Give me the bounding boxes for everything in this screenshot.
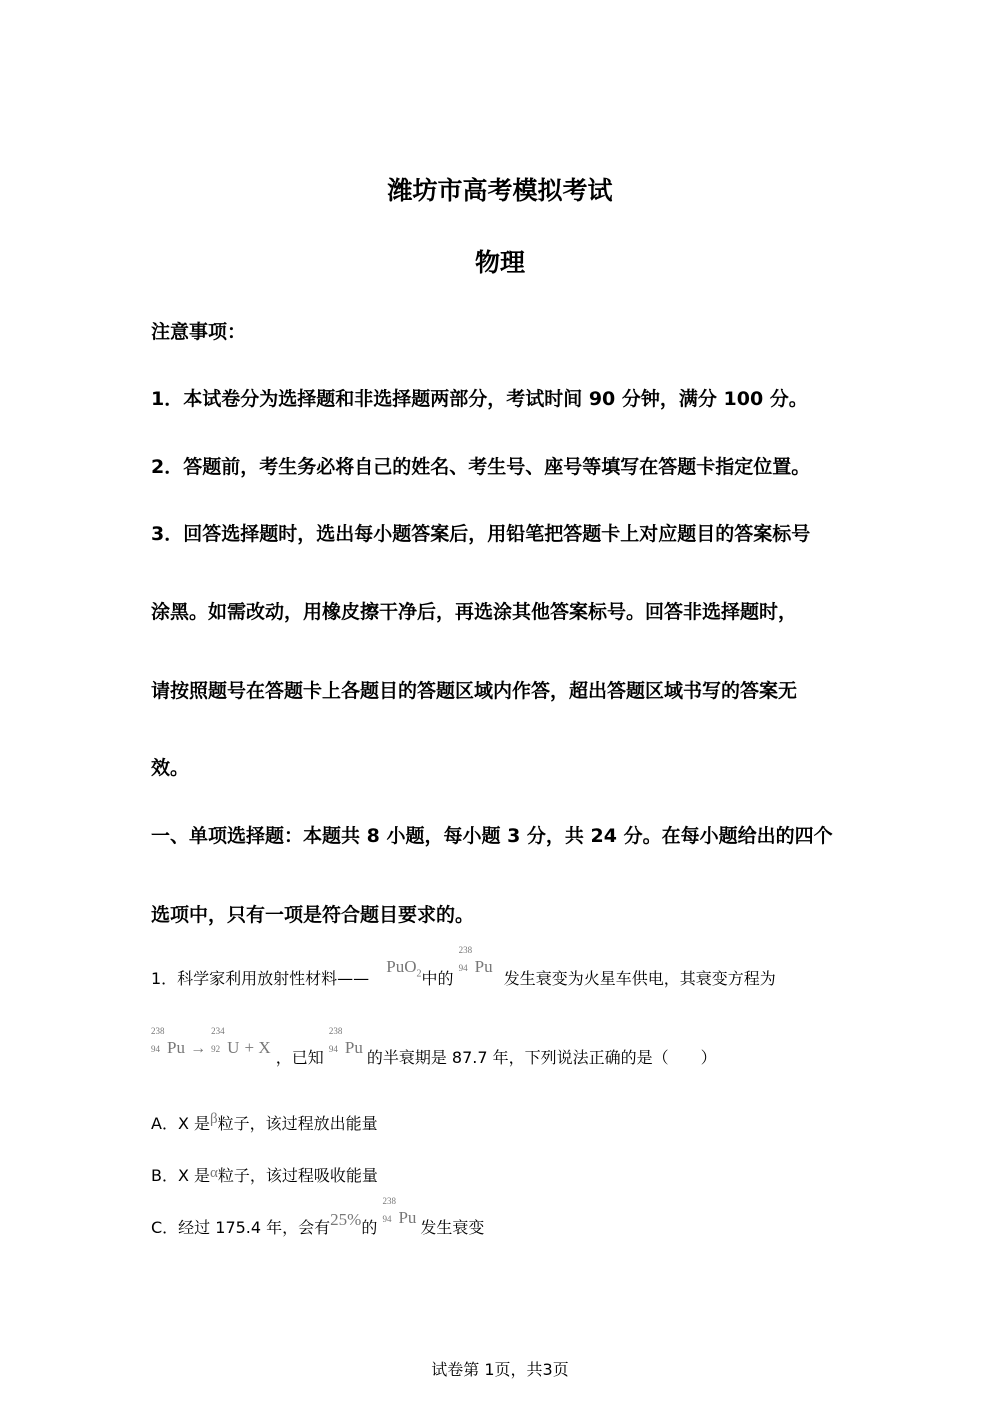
note-item-3-line-4: 效。 bbox=[151, 757, 190, 779]
pu238-halflife-nuclide: 238 94 Pu bbox=[328, 1026, 363, 1057]
subject-title: 物理 bbox=[474, 248, 525, 277]
option-c-text-c: 发生衰变 bbox=[420, 1218, 485, 1237]
option-c bbox=[151, 1196, 485, 1238]
question-1-stem-text-d: ，已知 bbox=[275, 1048, 324, 1067]
question-1-stem-text-a: 1．科学家利用放射性材料—— bbox=[151, 969, 370, 988]
question-1-stem-text-e: 的半衰期是 87.7 年，下列说法正确的是（ ） bbox=[366, 1048, 717, 1067]
beta-symbol: β bbox=[210, 1111, 218, 1127]
note-item-2: 2．答题前，考生务必将自己的姓名、考生号、座号等填写在答题卡指定位置。 bbox=[151, 456, 811, 478]
option-a bbox=[151, 1111, 378, 1134]
note-item-3-line-1: 3．回答选择题时，选出每小题答案后，用铅笔把答题卡上对应题目的答案标号 bbox=[151, 523, 811, 545]
pu238-nuclide: 238 94 Pu bbox=[458, 945, 493, 976]
note-item-1: 1．本试卷分为选择题和非选择题两部分，考试时间 90 分钟，满分 100 分。 bbox=[151, 388, 808, 410]
option-a-label: A．X 是 bbox=[151, 1114, 210, 1133]
option-c-label: C．经过 175.4 年，会有 bbox=[151, 1218, 331, 1237]
option-a-text: 粒子，该过程放出能量 bbox=[217, 1114, 378, 1133]
option-b-text: 粒子，该过程吸收能量 bbox=[217, 1166, 378, 1185]
question-1-stem-line-2 bbox=[151, 1026, 717, 1068]
section-heading-line-1: 一、单项选择题：本题共 8 小题，每小题 3 分，共 24 分。在每小题给出的四个 bbox=[151, 825, 833, 847]
option-c-text-b: 的 bbox=[361, 1218, 378, 1237]
puo2-formula: PuO$_2$ bbox=[386, 957, 422, 980]
pu238-reactant: 238 94 Pu bbox=[151, 1026, 185, 1057]
u234-product: 234 92 U bbox=[211, 1026, 240, 1057]
notes-heading: 注意事项： bbox=[151, 321, 247, 343]
section-heading-line-2: 选项中，只有一项是符合题目要求的。 bbox=[151, 904, 475, 926]
option-b bbox=[151, 1163, 378, 1186]
note-item-3-line-3: 请按照题号在答题卡上各题目的答题区域内作答，超出答题区域书写的答案无 bbox=[151, 680, 798, 702]
alpha-symbol: α bbox=[210, 1165, 218, 1181]
percent-value: 25% bbox=[330, 1210, 362, 1229]
question-1-stem-text-c: 发生衰变为火星车供电，其衰变方程为 bbox=[503, 969, 776, 988]
note-item-3-line-2: 涂黑。如需改动，用橡皮擦干净后，再选涂其他答案标号。回答非选择题时， bbox=[151, 601, 798, 623]
arrow-symbol: → bbox=[190, 1040, 207, 1057]
pu238-option-c-nuclide: 238 94 Pu bbox=[382, 1196, 417, 1227]
question-1-stem-line-1 bbox=[151, 945, 776, 991]
question-1-stem-text-b: 中的 bbox=[421, 969, 454, 988]
decay-equation bbox=[151, 1026, 276, 1057]
option-b-label: B．X 是 bbox=[151, 1166, 211, 1185]
page-footer: 试卷第 1页，共3页 bbox=[431, 1360, 569, 1379]
plus-x-symbol: + X bbox=[244, 1038, 271, 1057]
exam-title: 潍坊市高考模拟考试 bbox=[387, 176, 613, 205]
